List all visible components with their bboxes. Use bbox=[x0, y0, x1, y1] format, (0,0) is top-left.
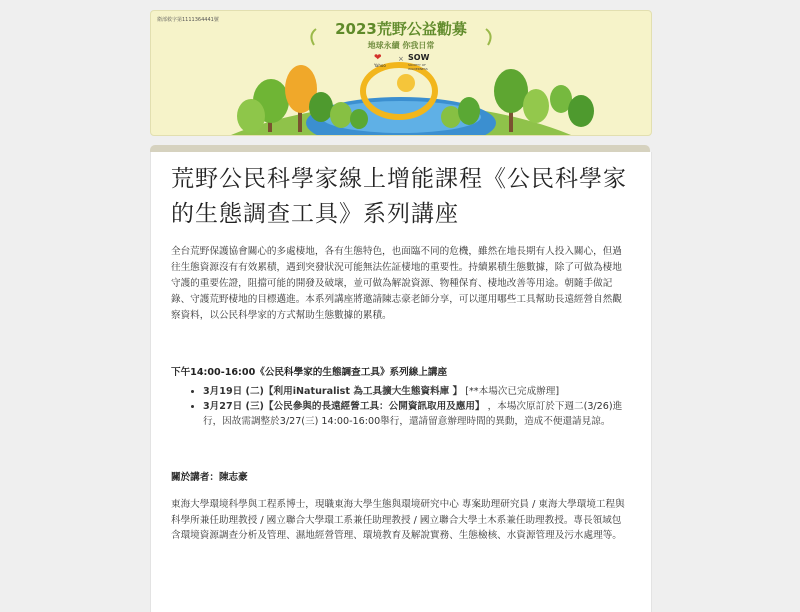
session-heading: 下午14:00-16:00《公民科學家的生態調查工具》系列線上講座 bbox=[171, 367, 448, 378]
banner-slogan: 地球永續 你我日常 bbox=[367, 41, 435, 50]
partner-logos bbox=[374, 53, 434, 71]
logo-separator: × bbox=[398, 55, 404, 63]
article-title: 荒野公民科學家線上增能課程《公民科學家的生態調查工具》系列講座 bbox=[171, 166, 627, 227]
session-list bbox=[171, 384, 629, 429]
session-note: [**本場次已完成辦理] bbox=[465, 386, 560, 397]
article-intro: 全台荒野保護協會關心的多處棲地，各有生態特色，也面臨不同的危機，雖然在地長期有人投入關心，但過往生態資源沒有有效累積，遇到突發狀況可能無法佐証棲地的重要性。持續累積生態數據，除了可做為棲地守護的重要佐證，阻擋可能的開發及破壞，並可做為解說資源、物種保育、棲地改善等用途。朝隨手做記錄、守護荒野棲地的目標邁進。本系列講座將邀請陳志豪老師分享，可以運用哪些工具幫助長遠經營自然觀察資料，以公民科學家的方式幫助生態數據的累積。 bbox=[171, 246, 622, 321]
article-content bbox=[171, 162, 629, 544]
article-card bbox=[150, 152, 652, 612]
session-item bbox=[203, 399, 629, 429]
speaker-bio: 東海大學環境科學與工程系博士，現職東海大學生態與環境研究中心 專案助理研究員 / 東海大學環境工程與科學所兼任助理教授 / 國立聯合大學環工系兼任助理教授 / 國立聯合大學土木系兼任助理教授。專長領域包含環境資源調查分析及管理、濕地經營管理、環境教育及解說實務、生態檢核、水資源管理及污水處理等。 bbox=[171, 499, 625, 541]
session-note: ，本場次原訂於下週二(3/26)進行，因故需調整於3/27(三) 14:00-16:00舉行，還請留意辦理時間的異動，造成不便還請見諒。 bbox=[203, 401, 623, 427]
banner-title: 2023荒野公益勸募 bbox=[335, 20, 467, 38]
session-title: 3月27日 (三)【公民參與的長遠經營工具：公開資訊取用及應用】 bbox=[203, 401, 485, 412]
sow-logo-subtitle: SOCIETY OF WILDERNESS bbox=[408, 63, 428, 71]
sow-logo: SOW bbox=[408, 53, 430, 62]
session-title: 3月19日 (二)【利用iNaturalist 為工具擴大生態資料庫 】 bbox=[203, 386, 463, 397]
session-item bbox=[203, 384, 629, 399]
registration-number: 衛部救字第1111364441號 bbox=[157, 17, 219, 23]
speaker-heading: 關於講者：陳志豪 bbox=[171, 472, 248, 483]
partner-logo-1: Yahoo bbox=[374, 63, 386, 68]
heart-logo-icon: ❤ bbox=[374, 53, 382, 63]
fundraising-banner[interactable] bbox=[150, 10, 652, 136]
